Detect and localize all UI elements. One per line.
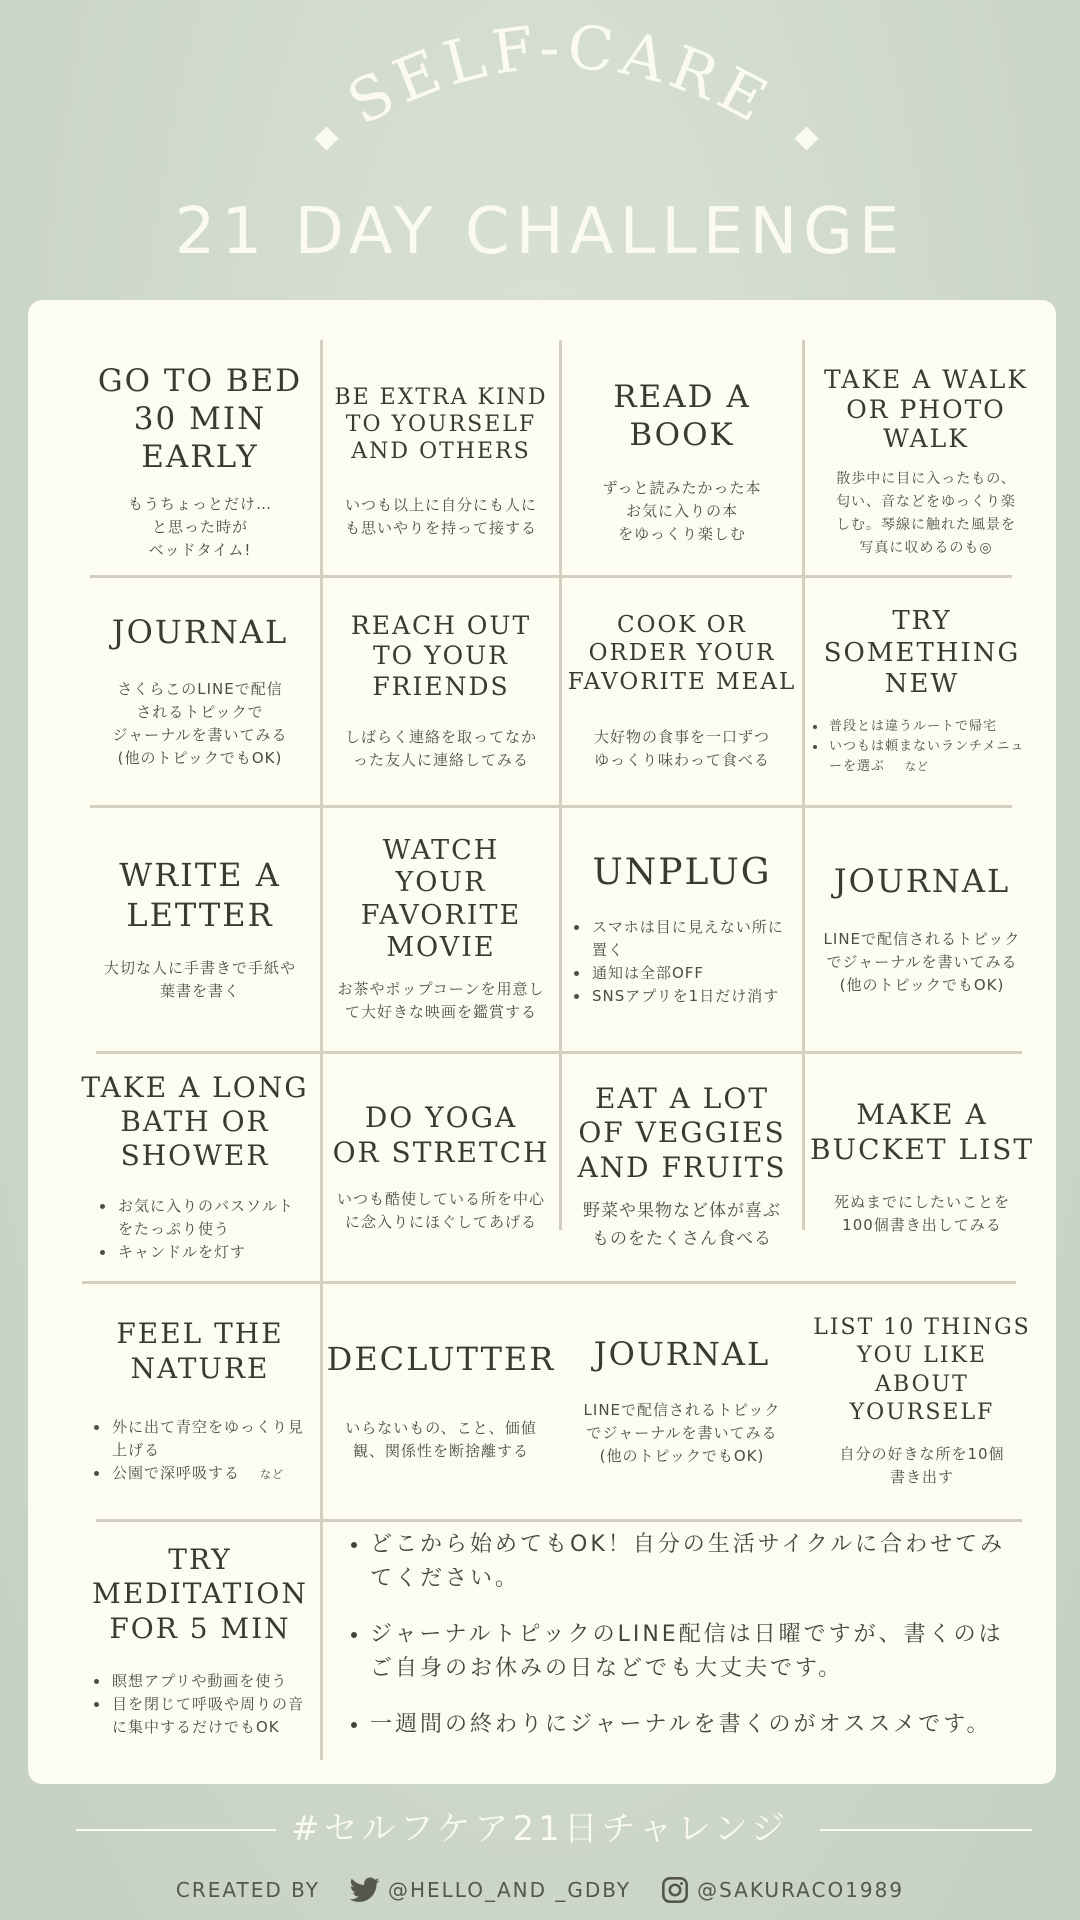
- svg-text:SELF-CARE: [337, 12, 783, 139]
- title-line: MAKE A: [856, 1098, 988, 1132]
- desc-line: もうちょっとだけ…: [127, 494, 272, 513]
- note-item: • 一週間の終わりにジャーナルを書くのがオススメです。: [370, 1708, 1010, 1742]
- desc-line: お茶やポップコーンを用意し: [337, 980, 545, 999]
- desc-line: でジャーナルを書いてみる: [826, 952, 1018, 971]
- challenge-cell-journal-2: [805, 808, 1039, 1051]
- cell-description: [128, 493, 272, 562]
- notes-section: [340, 1528, 1010, 1764]
- challenge-cell-bucket-list: [805, 1054, 1039, 1281]
- cell-title: [334, 385, 547, 465]
- bullet-text: 公園で深呼吸する: [112, 1463, 241, 1482]
- cell-description: [594, 726, 770, 772]
- title-line: FAVORITE MEAL: [567, 668, 797, 695]
- title-line: EAT A LOT: [594, 1082, 770, 1116]
- arc-title-svg: [0, 0, 1080, 150]
- desc-line: でジャーナルを書いてみる: [586, 1423, 778, 1442]
- challenge-cell-do-yoga: [323, 1054, 559, 1281]
- title-line: JOURNAL: [833, 862, 1011, 901]
- desc-line: と思った時が: [151, 517, 248, 536]
- title-line: WATCH: [382, 834, 500, 866]
- title-line: ABOUT: [875, 1371, 969, 1397]
- challenge-cell-read-a-book: [562, 350, 802, 575]
- desc-line: った友人に連絡してみる: [352, 751, 529, 770]
- cell-title: [119, 856, 281, 934]
- challenge-cell-go-to-bed: [80, 350, 320, 575]
- cell-title: [568, 611, 797, 695]
- title-line: COOK OR: [617, 612, 747, 639]
- cell-description: [583, 1197, 781, 1253]
- title-line: NATURE: [130, 1351, 270, 1385]
- desc-line: ゆっくり味わって食べる: [594, 750, 770, 769]
- note-item: • どこから始めてもOK！自分の生活サイクルに合わせてみてください。: [370, 1528, 1010, 1596]
- instagram-icon: [661, 1876, 689, 1904]
- challenge-cell-take-a-bath: [70, 1054, 320, 1281]
- cell-title: [112, 613, 288, 652]
- twitter-icon: [350, 1877, 380, 1903]
- cell-title: [594, 1335, 770, 1374]
- desc-line: LINEで配信されるトピック: [583, 1400, 781, 1419]
- arc-title: SELF-CARE: [336, 12, 784, 140]
- cell-title: [92, 1543, 308, 1645]
- cell-bullets: [84, 1416, 316, 1486]
- cell-description: [824, 928, 1021, 997]
- title-line: DECLUTTER: [326, 1339, 556, 1378]
- title-line: OF VEGGIES: [578, 1116, 786, 1150]
- bullet-item: [110, 1462, 316, 1486]
- title-line: YOU LIKE: [857, 1343, 987, 1369]
- desc-line: (他のトピックでもOK): [117, 749, 283, 768]
- desc-line: ずっと読みたかった本: [602, 478, 762, 497]
- cell-description: [338, 978, 545, 1024]
- hashtag-right-line: [820, 1829, 1032, 1831]
- instagram-icon-svg: [661, 1876, 689, 1904]
- desc-line: 書き出す: [889, 1467, 954, 1486]
- desc-line: ベッドタイム!: [148, 540, 252, 559]
- title-line: UNPLUG: [592, 851, 772, 893]
- cell-description: [602, 477, 761, 546]
- cell-title: [333, 1101, 550, 1169]
- challenge-cell-watch-movie: [323, 808, 559, 1051]
- title-line: REACH OUT: [350, 610, 532, 640]
- desc-line: 100個書き出してみる: [842, 1215, 1002, 1234]
- desc-line: いらないもの、こと、価値: [345, 1419, 537, 1438]
- title-line: TRY: [168, 1543, 232, 1577]
- bullet-item: • 外に出て青空をゆっくり見上げる: [110, 1416, 316, 1462]
- title-line: TO YOURSELF: [345, 412, 537, 438]
- title-line: FOR 5 MIN: [109, 1611, 291, 1645]
- title-line: FAVORITE: [360, 899, 522, 931]
- desc-line: も思いやりを持って接する: [344, 518, 537, 537]
- title-line: FRIENDS: [372, 671, 510, 701]
- desc-line: お気に入りの本: [625, 501, 738, 520]
- cell-title: [81, 1071, 308, 1173]
- title-line: SOMETHING: [823, 637, 1021, 668]
- header: [0, 0, 1080, 300]
- bullet-item: • SNSアプリを1日だけ消す: [590, 985, 798, 1008]
- challenge-cell-take-a-walk: [805, 350, 1047, 575]
- title-line: LETTER: [126, 895, 274, 934]
- challenge-cell-write-a-letter: [80, 808, 320, 1051]
- desc-line: 大好物の食事を一口ずつ: [593, 727, 770, 746]
- challenge-cell-feel-nature: [80, 1284, 320, 1519]
- cell-title: [613, 379, 750, 455]
- title-line: BE EXTRA KIND: [334, 385, 548, 411]
- cell-title: [810, 1098, 1034, 1166]
- footer: [0, 1872, 1080, 1908]
- title-line: TO YOUR: [372, 641, 509, 671]
- hashtag-section: [0, 1805, 1080, 1853]
- title-line: BOOK: [629, 417, 735, 453]
- title-line: AND FRUITS: [577, 1150, 787, 1184]
- desc-line: に念入りにほぐしてあげる: [344, 1212, 537, 1231]
- title-line: GO TO BED: [97, 363, 303, 400]
- cell-description: [345, 1417, 536, 1463]
- desc-line: 野菜や果物など体が喜ぶ: [583, 1200, 781, 1221]
- desc-line: 自分の好きな所を10個: [839, 1444, 1005, 1463]
- title-line: EARLY: [141, 438, 259, 475]
- cell-bullets: [809, 717, 1035, 777]
- instagram-handle[interactable]: @SAKURACO1989: [697, 1878, 905, 1902]
- title-line: YOUR: [395, 867, 487, 899]
- twitter-icon-svg: [350, 1877, 380, 1903]
- cell-title: [351, 611, 531, 703]
- title-line: BUCKET LIST: [809, 1132, 1035, 1166]
- cell-description: [836, 468, 1016, 560]
- title-line: OR PHOTO WALK: [846, 394, 1006, 454]
- title-line: JOURNAL: [593, 1335, 771, 1374]
- challenge-cell-be-kind: [323, 350, 559, 575]
- title-line: TAKE A LONG: [81, 1070, 309, 1104]
- desc-line: さくらこのLINEで配信: [117, 680, 283, 699]
- title-line: FEEL THE: [116, 1317, 284, 1351]
- desc-line: (他のトピックでもOK): [599, 1446, 765, 1465]
- cell-description: [113, 678, 288, 770]
- desc-line: (他のトピックでもOK): [839, 975, 1005, 994]
- challenge-cell-meditation: [80, 1522, 320, 1760]
- title-line: SHOWER: [120, 1139, 270, 1173]
- cell-description: [337, 1188, 545, 1234]
- cell-description: [834, 1191, 1010, 1237]
- desc-line: されるトピックで: [136, 703, 264, 722]
- desc-line: 散歩中に目に入ったもの、: [836, 470, 1016, 487]
- note-item: • ジャーナルトピックのLINE配信は日曜ですが、書くのはご自身のお休みの日などでも大丈夫です。: [370, 1618, 1010, 1686]
- desc-line: て大好きな映画を鑑賞する: [344, 1003, 537, 1022]
- nado-label: など: [260, 1467, 285, 1481]
- title-line: ORDER YOUR: [588, 640, 776, 667]
- bullet-text: いつもは頼まないランチメニューを選ぶ: [829, 739, 1025, 775]
- nado-label: など: [905, 760, 930, 774]
- desc-line: LINEで配信されるトピック: [823, 929, 1021, 948]
- challenge-cell-unplug: [562, 808, 802, 1051]
- desc-line: いつも酷使している所を中心: [336, 1189, 545, 1208]
- bullet-item: • スマホは目に見えない所に置く: [590, 916, 798, 962]
- challenge-cell-list-10-things: [805, 1284, 1039, 1519]
- cell-bullets: [566, 916, 798, 1008]
- cell-title: [98, 363, 302, 476]
- cell-title: [834, 862, 1010, 901]
- desc-line: しむ。琴線に触れた風景を: [836, 516, 1016, 533]
- desc-line: 観、関係性を断捨離する: [352, 1442, 529, 1461]
- title-line: BATH OR: [120, 1104, 270, 1138]
- cell-title: [116, 1317, 283, 1385]
- title-line: YOURSELF: [849, 1399, 995, 1425]
- title-line: TRY: [892, 605, 952, 636]
- challenge-cell-journal-1: [80, 578, 320, 805]
- twitter-handle[interactable]: @HELLO_AND _GDBY: [387, 1878, 632, 1902]
- desc-line: をゆっくり楽しむ: [618, 524, 746, 543]
- title-line: MOVIE: [386, 931, 496, 963]
- cell-title: [361, 835, 521, 965]
- title-line: 30 MIN: [133, 401, 267, 438]
- desc-line: しばらく連絡を取ってなか: [344, 728, 537, 747]
- created-by-label: CREATED BY: [175, 1878, 320, 1902]
- bullet-item: [827, 737, 1035, 777]
- cell-bullets: [84, 1670, 316, 1739]
- desc-line: いつも以上に自分にも人に: [344, 495, 537, 514]
- cell-description: [104, 957, 296, 1003]
- page-title: 21 DAY CHALLENGE: [174, 195, 906, 269]
- cell-description: [584, 1399, 781, 1468]
- bullet-item: • お気に入りのバスソルトをたっぷり使う: [116, 1195, 306, 1241]
- cell-description: [839, 1443, 1004, 1489]
- challenge-cell-eat-veggies: [562, 1054, 802, 1281]
- challenge-cell-cook-meal: [562, 578, 802, 805]
- desc-line: ものをたくさん食べる: [592, 1228, 772, 1249]
- cell-description: [345, 494, 537, 540]
- desc-line: 匂い、音などをゆっくり楽: [836, 493, 1016, 510]
- bullet-item: • 普段とは違うルートで帰宅: [827, 717, 1035, 737]
- cell-title: [577, 1082, 786, 1184]
- title-line: NEW: [884, 669, 960, 700]
- cell-title: [809, 365, 1043, 454]
- title-line: READ A: [613, 379, 751, 416]
- cell-description: [345, 726, 537, 772]
- challenge-cell-reach-out: [323, 578, 559, 805]
- bullet-item: • キャンドルを灯す: [116, 1241, 306, 1264]
- desc-line: 写真に収めるのも◎: [859, 539, 993, 556]
- cell-title: [824, 606, 1021, 701]
- title-line: MEDITATION: [92, 1577, 308, 1611]
- desc-line: 大切な人に手書きで手紙や: [103, 958, 296, 977]
- title-line: AND OTHERS: [351, 438, 531, 464]
- title-line: OR STRETCH: [332, 1135, 550, 1169]
- challenge-cell-try-something-new: [805, 578, 1039, 805]
- challenge-cell-declutter: [323, 1284, 559, 1519]
- cell-title: [327, 1340, 556, 1379]
- cell-title: [813, 1314, 1030, 1427]
- notes-list: [340, 1528, 1010, 1742]
- desc-line: 死ぬまでにしたいことを: [833, 1192, 1010, 1211]
- bullet-item: • 通知は全部OFF: [590, 962, 798, 985]
- title-line: JOURNAL: [111, 612, 289, 651]
- cell-bullets: [74, 1195, 316, 1264]
- desc-line: 葉書を書く: [159, 981, 240, 1000]
- bullet-item: • 瞑想アプリや動画を使う: [110, 1670, 316, 1693]
- bullet-item: • 目を閉じて呼吸や周りの音に集中するだけでもOK: [110, 1693, 316, 1739]
- cell-title: [592, 851, 771, 895]
- challenge-cell-journal-3: [562, 1284, 802, 1519]
- title-line: WRITE A: [119, 856, 281, 895]
- title-line: DO YOGA: [364, 1101, 518, 1135]
- hashtag: #セルフケア21日チャレンジ: [290, 1809, 789, 1849]
- desc-line: ジャーナルを書いてみる: [112, 726, 288, 745]
- title-line: TAKE A WALK: [823, 365, 1029, 395]
- title-line: LIST 10 THINGS: [813, 1315, 1031, 1341]
